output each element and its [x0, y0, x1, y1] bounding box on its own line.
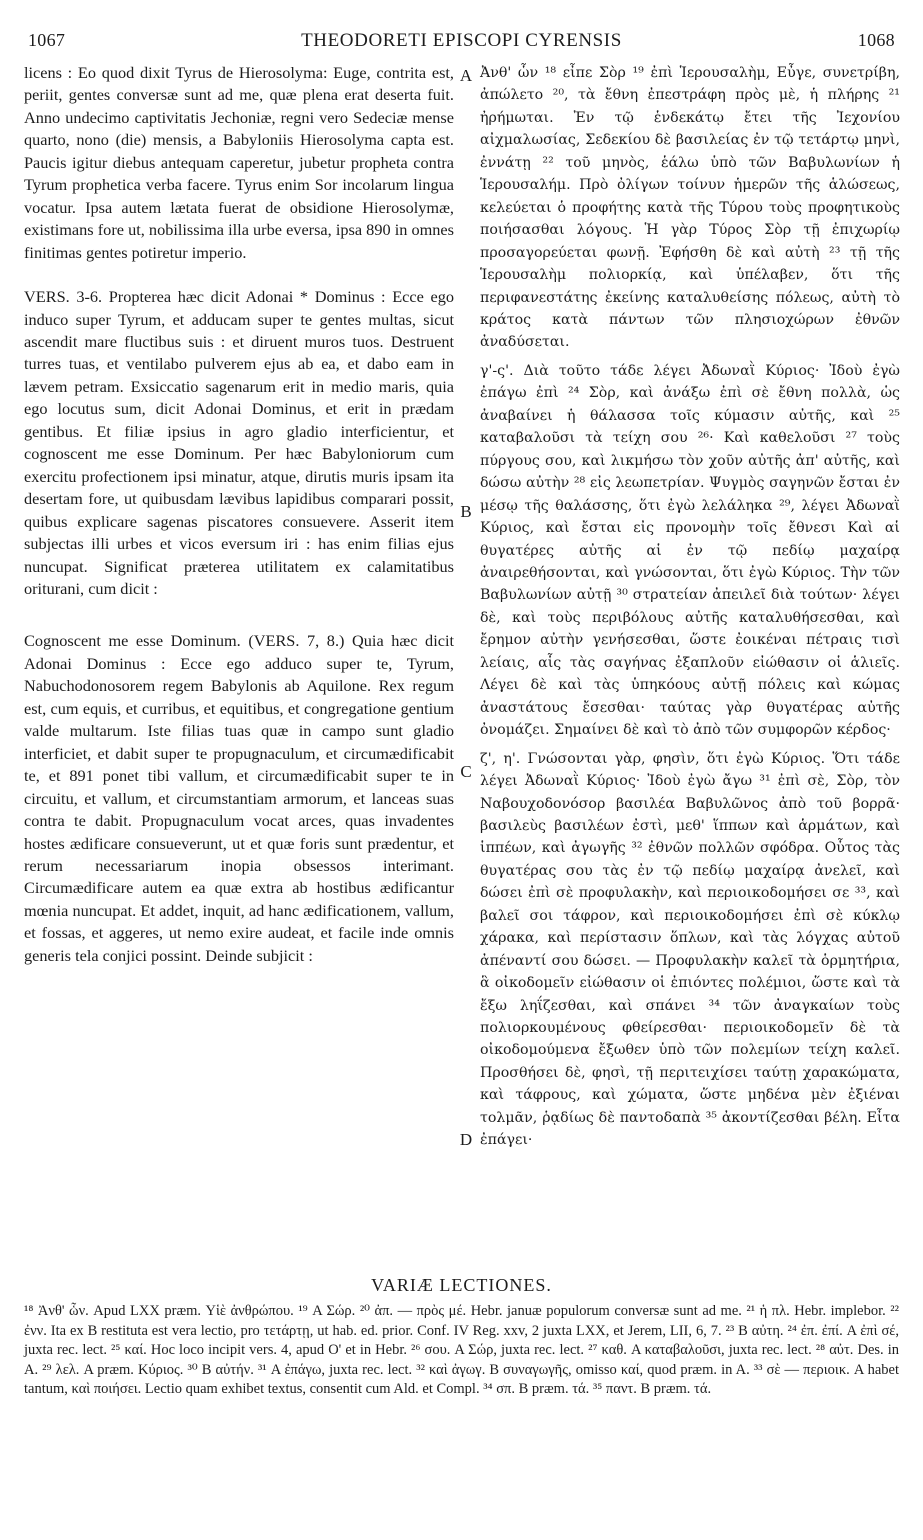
running-header: [28, 30, 895, 54]
column-marker-d: D: [459, 1130, 473, 1149]
greek-paragraph-2: γ'-ς'. Διὰ τοῦτο τάδε λέγει Ἀδωναῒ Κύριος· Ἰδοὺ ἐγὼ ἐπάγω ἐπὶ ²⁴ Σὸρ, καὶ ἀνάξω ἐπὶ σὲ ἔθνη πολλὰ, ὡς ἀναβαίνει ἡ θάλασσα τοῖς κύμασιν αὐτῆς, καὶ ²⁵ καταβαλοῦσι τὰ τείχη σου ²⁶· Καὶ καθελοῦσι ²⁷ τοὺς πύργους σου, καὶ λικμήσω τὸν χοῦν αὐτῆς ἀπ' αὐτῆς, καὶ δώσω αὐτὴν ²⁸ εἰς λεωπετρίαν. Ψυγμὸς σαγηνῶν ἔσται ἐν μέσῳ τῆς θαλάσσης, ὅτι ἐγὼ λελάληκα ²⁹, λέγει Ἀδωναῒ Κύριος, καὶ ἔσται εἰς προνομὴν τοῖς ἔθνεσι Καὶ αἱ θυγατέρες αὐτῆς αἱ ἐν τῷ πεδίῳ μαχαίρᾳ ἀναιρεθήσονται, καὶ γνώσονται, ὅτι ἐγὼ Κύριος. Τὴν τῶν Βαβυλωνίων αὐτῇ ³⁰ στρατείαν ἀπειλεῖ διὰ τούτων· λέγει δὲ, καὶ τοὺς περιβόλους αὐτῆς καταλυθήσεσθαι, καὶ ἔρημον αὐτὴν γενήσεσθαι, ὥστε ἐοικέναι πέτραις τισὶ λείαις, αἷς τὰς σαγήνας ἐξαπλοῦν εἰώθασιν οἱ ἁλιεῖς. Λέγει δὲ καὶ τὰς ὑπηκόους αὐτῇ πόλεις καὶ κώμας ἀναστάτους ἔσεσθαι· ταύτας γὰρ θυγατέρας αὐτῆς ὀνομάζει. Σημαίνει δὲ καὶ τὸ ἀπὸ τῶν συμφορῶν κέρδος·: [480, 362, 900, 739]
variae-lectiones-title: VARIÆ LECTIONES.: [371, 1275, 552, 1295]
running-title: THEODORETI EPISCOPI CYRENSIS: [301, 30, 622, 51]
latin-paragraph-1: licens : Eo quod dixit Tyrus de Hierosolyma: Euge, contrita est, periit, gentes conversæ sunt ad me, quæ plena erat deserta fuit. Anno undecimo captivitatis Jechoniæ, regni vero Sedeciæ mense quarto, nono (die) mensis, a Babyloniis Hierosolyma capta est. Paucis igitur diebus antequam caperetur, jubetur propheta contra Tyrum prophetica verba facere. Tyrus enim Sor incolarum lingua vocatur. Ipsa autem lætata fuerat de obsidione Hierosolymæ, existimans fore ut, nobilissima illa urbe eversa, ipsa 890 in omnes finitimas gentes potiretur imperio.: [24, 63, 454, 262]
column-markers: [452, 62, 480, 1262]
latin-paragraph-2: VERS. 3-6. Propterea hæc dicit Adonai * Dominus : Ecce ego induco super Tyrum, et adducam super te gentes multas, sicut ascendit mare fluctibus suis : et diruent muros tuos. Destruent turres tuas, et ventilabo pulverem ejus ab ea, et dabo eam in lævem petram. Exsiccatio sagenarum erit in medio maris, quia ego locutus sum, dicit Adonai Dominus, et erit in prædam gentibus. Et filiæ ipsius in agro gladio interficientur, et cognoscent me esse Dominum. Per hæc Babyloniorum cum exercitu profectionem ipsi minatur, atque, dirutis muris ipsam ita desertam fore, ut quibusdam lævibus lapidibus comparari possit, quibus explicare sagenas piscatores consuevere. Asserit item subjectas illi urbes et vicos eversum iri : has enim filias ejus nuncupat. Significat præterea utilitatem ex calamitatibus oriturani, cum dicit :: [24, 287, 454, 598]
latin-paragraph-3: Cognoscent me esse Dominum. (VERS. 7, 8.) Quia hæc dicit Adonai Dominus : Ecce ego adduco super te, Tyrum, Nabuchodonosorem regem Babylonis ab Aquilone. Rex regum est, cum equis, et curribus, et equitibus, et congregatione gentium valde multarum. Iste filias tuas quæ in campo sunt gladio interficiet, et dabit super te propugnaculum, et circumædificabit te, et 891 ponet tibi vallum, et circumædificabit super te in circuitu, et vallum, et circumstantiam armorum, et lanceas suas contra te dabit. Propugnaculum vocat arces, quas invadentes hostes ædificare consueverunt, ut et quæ foris sunt prædentur, et rerum necessariarum inopia obsessos interimant. Circumædificare autem ea quæ extra ab hostibus ædificantur mœnia nuncupat. Et addet, inquit, ad hanc ædificationem, vallum, et fossas, et aggeres, ut nemo exire audeat, et facile inde omnis generis tela conjici possint. Deinde subjicit :: [24, 631, 454, 965]
page-number-left: 1067: [28, 30, 66, 50]
variae-lectiones-notes: [24, 1302, 899, 1400]
greek-paragraph-1: Ἀνθ' ὧν ¹⁸ εἶπε Σὸρ ¹⁹ ἐπὶ Ἱερουσαλὴμ, Εὖγε, συνετρίβη, ἀπώλετο ²⁰, τὰ ἔθνη ἐπεστράφη πρὸς μὲ, ἡ πλήρης ²¹ ἠρήμωται. Ἐν τῷ ἑνδεκάτῳ ἔτει τῆς Ἰεχονίου αἰχμαλωσίας, Σεδεκίου δὲ βασιλείας ἐν τῷ τετάρτῳ μηνὶ, ἐννάτῃ ²² τοῦ μηνὸς, ἑάλω ὑπὸ τῶν Βαβυλωνίων ἡ Ἱερουσαλήμ. Πρὸ ὀλίγων τοίνυν ἡμερῶν τῆς ἁλώσεως, κελεύεται ὁ προφήτης κατὰ τῆς Τύρου τοὺς προφητικοὺς ποιήσασθαι λόγους. Ἡ γὰρ Τύρος Σὸρ τῇ ἐπιχωρίῳ προσαγορεύεται φωνῇ. Ἐφήσθη δὲ καὶ αὐτὴ ²³ τῇ τῆς Ἱερουσαλὴμ πολιορκίᾳ, καὶ ὑπέλαβεν, ὅτι τῆς περιφανεστάτης ἐκείνης καταλυθείσης πόλεως, αὐτὴ τὸ κράτος κατὰ πάντων τῶν πλησιοχώρων ἐθνῶν ἀναδύσεται.: [480, 65, 900, 351]
column-marker-a: A: [459, 66, 473, 85]
column-marker-c: C: [460, 762, 472, 781]
page-number-right: 1068: [857, 30, 895, 50]
variae-lectiones-text: ¹⁸ Ἀνθ' ὧν. Apud LXX præm. Υἱὲ ἀνθρώπου. ¹⁹ A Σώρ. ²⁰ ἀπ. — πρὸς μέ. Hebr. januæ populorum conversæ sunt ad me. ²¹ ἡ πλ. Hebr. implebor. ²² ἐνν. Ita ex B restituta est vera lectio, pro τετάρτῃ, ut hab. ed. prior. Conf. IV Reg. xxv, 2 juxta LXX, et Jerem, LII, 6, 7. ²³ B αὐτη. ²⁴ ἐπ. ἐπί. A ἐπὶ σέ, juxta rec. lect. ²⁵ καί. Hoc loco incipit vers. 4, apud O' et in Hebr. ²⁶ σου. A Σώρ, juxta rec. lect. ²⁷ καθ. A καταβαλοῦσι, juxta rec. lect. ²⁸ αὐτ. Des. in A. ²⁹ λελ. A præm. Κύριος. ³⁰ B αὐτήν. ³¹ A ἐπάγω, juxta rec. lect. ³² καὶ ἀγωγ. B συναγωγῆς, omisso καί, quod præm. in A. ³³ σὲ — περιοικ. A habet tantum, καὶ ποιήσει. Lectio quam exhibet textus, consentit cum Ald. et Compl. ³⁴ σπ. B præm. τά. ³⁵ παντ. B præm. τά.: [24, 1303, 899, 1397]
latin-column: [24, 62, 454, 967]
greek-column: [480, 62, 900, 1152]
greek-paragraph-3: ζ', η'. Γνώσονται γὰρ, φησὶν, ὅτι ἐγὼ Κύριος. Ὅτι τάδε λέγει Ἀδωναῒ Κύριος· Ἰδοὺ ἐγὼ ἄγω ³¹ ἐπὶ σὲ, Σὸρ, τὸν Ναβουχοδονόσορ βασιλέα Βαβυλῶνος ἀπὸ τοῦ βορρᾶ· βασιλεὺς βασιλέων ἐστὶ, μεθ' ἵππων καὶ ἁρμάτων, καὶ ἱππέων, καὶ ἀγωγῆς ³² ἐθνῶν πολλῶν σφόδρα. Οὗτος τὰς θυγατέρας σου τὰς ἐν τῷ πεδίῳ μαχαίρᾳ ἀνελεῖ, καὶ δώσει ἐπὶ σὲ προφυλακὴν, καὶ περιοικοδομήσει σε ³³, καὶ βαλεῖ σοι τάφρον, καὶ περιοικοδομήσει ἐπὶ σὲ κύκλῳ χάρακα, καὶ περίστασιν ὅπλων, καὶ τὰς λόγχας αὐτοῦ ἀπέναντί σου δώσει. — Προφυλακὴν καλεῖ τὰ ὁρμητήρια, ἃ οἰκοδομεῖν εἰώθασιν οἱ ἐπιόντες πολέμιοι, ὥστε καὶ τὰ ἔξω ληΐζεσθαι, καὶ σπάνει ³⁴ τῶν ἀναγκαίων τοὺς πολιορκουμένους φθείρεσθαι· περιοικοδομεῖν δὲ τὰ οἰκοδομούμενα ἔξωθεν ὑπὸ τῶν πολεμίων τείχη καλεῖ. Προσθήσει δὲ, φησὶ, τῇ περιτειχίσει ταύτῃ χαρακώματα, καὶ τάφρους, καὶ χώματα, ὥστε μηδένα μὲν ἐξιέναι τολμᾶν, ῥᾳδίως δὲ παντοδαπὰ ³⁵ ἀκοντίζεσθαι βέλη. Εἶτα ἐπάγει·: [480, 750, 900, 1149]
column-marker-b: B: [460, 502, 472, 521]
